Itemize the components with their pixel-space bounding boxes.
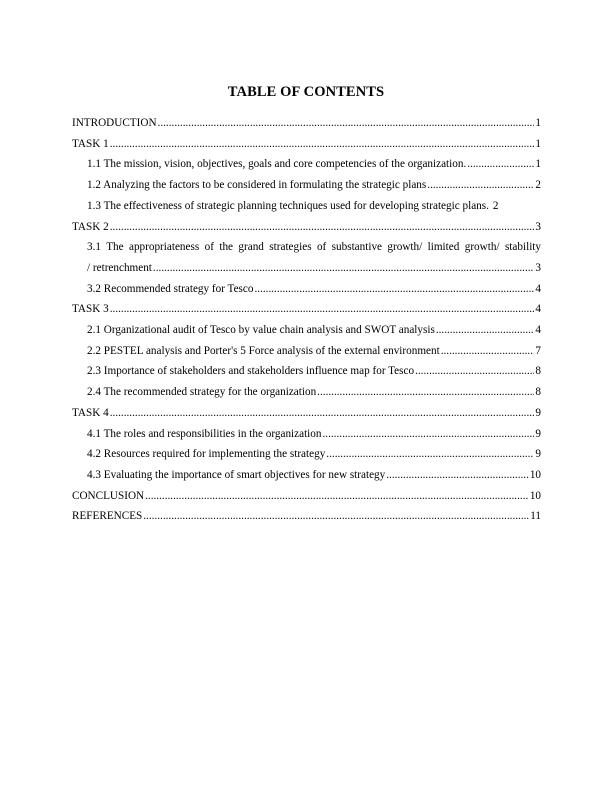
toc-entry-continuation — [87, 258, 541, 279]
toc-entry-4-3[interactable] — [72, 465, 541, 486]
toc-entry-label: 4.2 Resources required for implementing the strategy — [87, 448, 326, 461]
toc-entry-label: 2.2 PESTEL analysis and Porter's 5 Force analysis of the external environment — [87, 344, 440, 357]
dot-leader — [441, 341, 535, 362]
dot-leader — [436, 320, 535, 341]
toc-entry-label: INTRODUCTION — [72, 117, 157, 129]
dot-leader — [110, 134, 535, 155]
toc-entry-task-3[interactable] — [72, 299, 541, 320]
dot-leader — [427, 175, 534, 196]
dot-leader — [143, 506, 529, 527]
toc-entry-label: 1.3 The effectiveness of strategic planning techniques used for developing strategic plans. — [87, 199, 489, 212]
toc-entry-2-3[interactable] — [72, 361, 541, 382]
toc-entry-label: 2.4 The recommended strategy for the organization — [87, 386, 317, 399]
toc-entry-4-2[interactable] — [72, 444, 541, 465]
toc-entry-label: 1.2 Analyzing the factors to be considered in formulating the strategic plans — [87, 179, 427, 192]
toc-entry-label: 3.2 Recommended strategy for Tesco — [87, 282, 254, 295]
toc-entry-label: TASK 2 — [72, 220, 109, 233]
toc-entry-2-4[interactable] — [72, 382, 541, 403]
toc-page-number: 2 — [535, 179, 541, 192]
toc-entry-2-1[interactable] — [72, 320, 541, 341]
toc-entry-1-1[interactable] — [72, 154, 541, 175]
dot-leader — [467, 154, 534, 175]
toc-page-number: 10 — [529, 468, 541, 481]
toc-entry-conclusion[interactable] — [72, 486, 541, 507]
toc-page-number: 4 — [535, 324, 541, 337]
toc-entry-references[interactable] — [72, 506, 541, 527]
toc-page-number: 9 — [535, 448, 541, 461]
toc-entry-1-2[interactable] — [72, 175, 541, 196]
toc-entry-label: REFERENCES — [72, 510, 143, 523]
toc-page-number: 8 — [535, 365, 541, 378]
toc-entry-task-2[interactable] — [72, 217, 541, 238]
toc-entry-3-1[interactable] — [72, 237, 541, 278]
toc-entry-task-4[interactable] — [72, 403, 541, 424]
dot-leader — [153, 258, 534, 279]
toc-page-number: 3 — [535, 220, 541, 233]
dot-leader — [317, 382, 534, 403]
dot-leader — [386, 465, 529, 486]
toc-page-number: 10 — [529, 489, 541, 502]
toc-page-number: 11 — [530, 510, 541, 523]
toc-entry-label: CONCLUSION — [72, 489, 145, 502]
dot-leader — [322, 424, 534, 445]
toc-page-number: 3 — [535, 261, 541, 274]
toc-page-number: 4 — [535, 282, 541, 295]
toc-entry-label: 4.3 Evaluating the importance of smart objectives for new strategy — [87, 468, 386, 481]
toc-page-number: 9 — [535, 406, 541, 419]
toc-entry-task-1[interactable] — [72, 134, 541, 155]
toc-entry-label: TASK 4 — [72, 406, 109, 419]
toc-entry-label: TASK 3 — [72, 303, 109, 316]
dot-leader — [415, 361, 534, 382]
toc-page-number: 8 — [535, 386, 541, 399]
toc-entry-label: 2.3 Importance of stakeholders and stakeholders influence map for Tesco — [87, 365, 415, 378]
toc-page-number: 2 — [492, 199, 499, 212]
dot-leader — [110, 299, 535, 320]
toc-entry-4-1[interactable] — [72, 424, 541, 445]
toc-page-number: 7 — [535, 344, 541, 357]
toc-entry-3-2[interactable] — [72, 279, 541, 300]
toc-entry-label: 4.1 The roles and responsibilities in the organization — [87, 427, 322, 440]
toc-entry-1-3[interactable] — [72, 196, 541, 217]
page-title: TABLE OF CONTENTS — [227, 84, 385, 100]
dot-leader — [110, 217, 535, 238]
toc-page-number: 1 — [535, 137, 541, 150]
toc-entry-label-line2: / retrenchment — [87, 261, 152, 274]
dot-leader — [254, 279, 534, 300]
dot-leader — [158, 113, 535, 134]
toc-entry-introduction[interactable] — [72, 113, 541, 134]
toc-page-number: 1 — [535, 158, 541, 171]
toc-page-number: 1 — [535, 117, 541, 129]
table-of-contents — [72, 113, 541, 527]
toc-entry-label: 1.1 The mission, vision, objectives, goals and core competencies of the organization. — [87, 158, 467, 171]
toc-entry-label: TASK 1 — [72, 137, 109, 150]
toc-page-number: 9 — [535, 427, 541, 440]
toc-entry-label: 2.1 Organizational audit of Tesco by value chain analysis and SWOT analysis — [87, 324, 435, 337]
toc-page-number: 4 — [535, 303, 541, 316]
dot-leader — [145, 486, 529, 507]
toc-entry-2-2[interactable] — [72, 341, 541, 362]
toc-entry-label: 3.1 The appropriateness of the grand strategies of substantive growth/ limited growth/ stability — [87, 241, 541, 254]
dot-leader — [326, 444, 534, 465]
dot-leader — [110, 403, 535, 424]
